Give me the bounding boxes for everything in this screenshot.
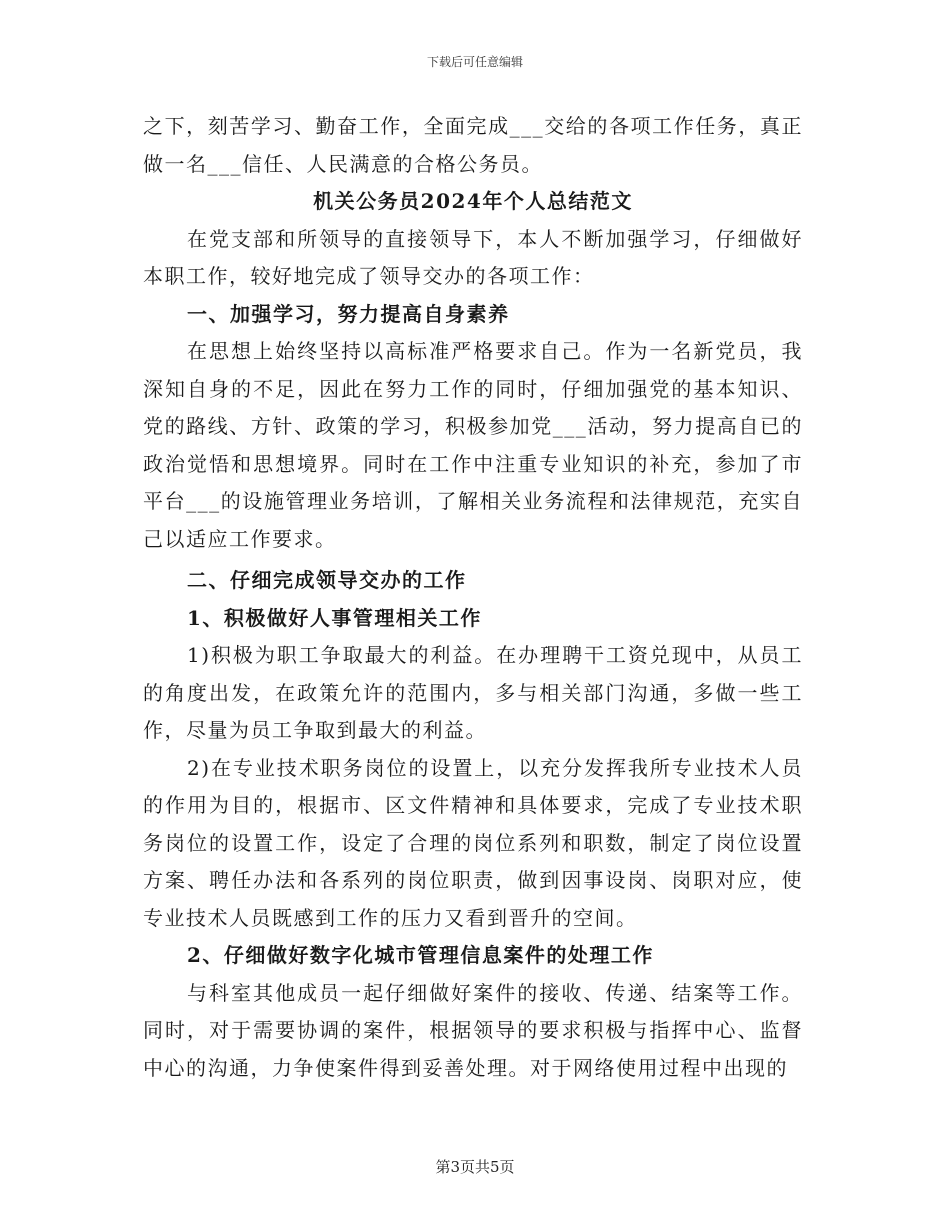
subsection-heading-1: 1、积极做好人事管理相关工作 (187, 605, 482, 630)
paragraph-item-2: 2)在专业技术职务岗位的设置上，以充分发挥我所专业技术人员的作用为目的，根据市、区文件精神和具体要求，完成了专业技术职务岗位的设置工作，设定了合理的岗位系列和职数，制定了岗位设置方案、聘任办法和各系列的岗位职责，做到因事设岗、岗职对应，使专业技术人员既感到工作的压力又看到晋升的空间。 (143, 755, 803, 930)
document-title: 机关公务员2024年个人总结范文 (313, 189, 633, 213)
page-footer: 第3页共5页 (435, 1158, 515, 1176)
section-heading-1: 一、加强学习，努力提高自身素养 (187, 301, 510, 326)
paragraph-item-1: 1)积极为职工争取最大的利益。在办理聘干工资兑现中，从员工的角度出发，在政策允许的范围内，多与相关部门沟通，多做一些工作，尽量为员工争取到最大的利益。 (143, 643, 803, 742)
paragraph-continuation: 之下，刻苦学习、勤奋工作，全面完成___交给的各项工作任务，真正做一名___信任、人民满意的合格公务员。 (143, 114, 803, 176)
document-body (143, 108, 803, 1087)
section-heading-2: 二、仔细完成领导交办的工作 (187, 568, 467, 592)
paragraph-study: 在思想上始终坚持以高标准严格要求自己。作为一名新党员，我深知自身的不足，因此在努力工作的同时，仔细加强党的基本知识、党的路线、方针、政策的学习，积极参加党___活动，努力提高自已的政治觉悟和思想境界。同时在工作中注重专业知识的补充，参加了市平台___的设施管理业务培训，了解相关业务流程和法律规范，充实自己以适应工作要求。 (143, 339, 803, 551)
subsection-heading-2: 2、仔细做好数字化城市管理信息案件的处理工作 (187, 943, 654, 967)
page-header: 下载后可任意编辑 (426, 55, 523, 69)
paragraph-cases: 与科室其他成员一起仔细做好案件的接收、传递、结案等工作。同时，对于需要协调的案件，根据领导的要求积极与指挥中心、监督中心的沟通，力争使案件得到妥善处理。对于网络使用过程中出现的 (143, 980, 803, 1080)
paragraph-intro: 在党支部和所领导的直接领导下，本人不断加强学习，仔细做好本职工作，较好地完成了领导交办的各项工作： (143, 226, 803, 288)
